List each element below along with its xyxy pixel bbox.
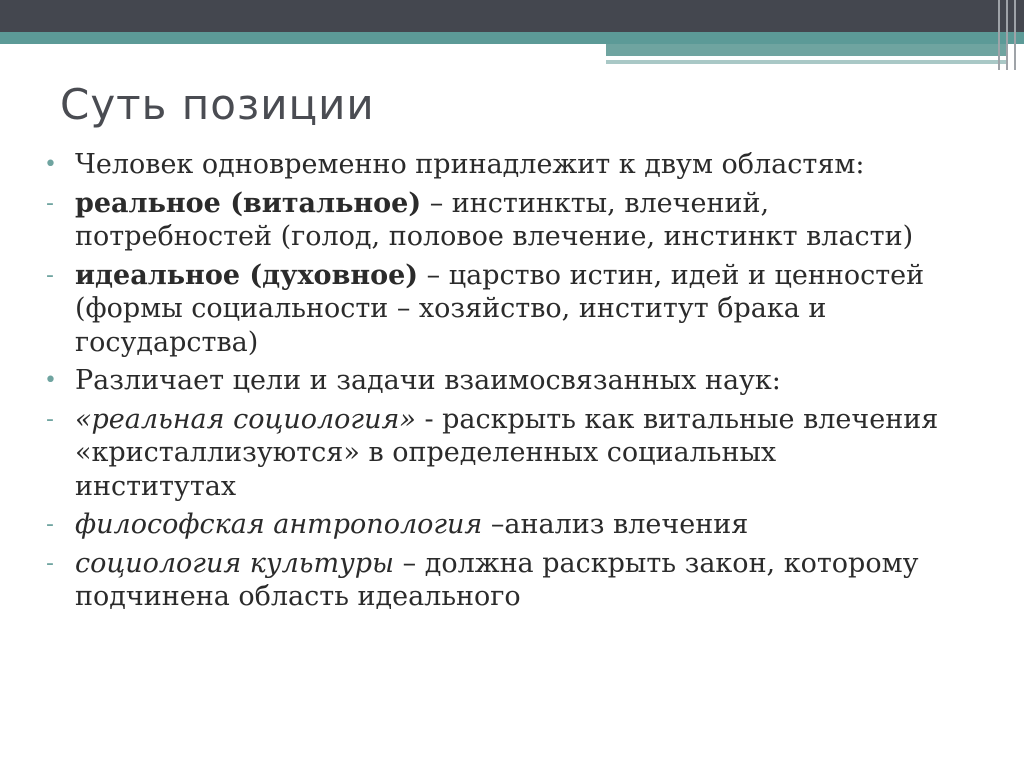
dash-marker: - [46, 406, 54, 432]
dash-marker: - [46, 512, 54, 537]
list-item [44, 547, 944, 614]
bullet-list [44, 148, 944, 619]
item-text: – инстинкты, влечений, потребностей (голод, половое влечение, инстинкт власти) [75, 187, 914, 252]
item-text: - раскрыть как витальные влечения «кристаллизуются» в определенных социальных институтах [75, 403, 939, 502]
header-vertical-stripe [1006, 0, 1008, 70]
item-text: Различает цели и задачи взаимосвязанных наук: [75, 365, 781, 396]
header-teal-band [0, 32, 1024, 44]
header-vertical-stripe [1014, 0, 1016, 70]
list-item [44, 187, 944, 254]
item-term: социология культуры [75, 547, 395, 579]
header-dark-band [0, 0, 1024, 32]
list-item [44, 364, 944, 398]
list-item [44, 508, 944, 542]
item-term: философская антропология [75, 509, 483, 540]
item-text: – должна раскрыть закон, которому подчинена область идеального [75, 547, 919, 612]
list-item [44, 259, 944, 360]
bullet-marker: • [44, 368, 57, 393]
header-accent-thin-line [606, 60, 1006, 64]
list-item [44, 148, 944, 182]
dash-marker: - [46, 190, 54, 216]
slide-title: Суть позиции [60, 80, 375, 129]
bullet-marker: • [44, 152, 57, 177]
item-term: реальное (витальное) [75, 187, 422, 219]
dash-marker: - [46, 550, 54, 576]
item-term: «реальная социология» [75, 403, 416, 435]
header-accent-line [606, 44, 1006, 56]
item-text: – царство истин, идей и ценностей (формы социальности – хозяйство, институт брака и государства) [75, 259, 925, 358]
item-text: –анализ влечения [482, 509, 749, 540]
item-term: идеальное (духовное) [75, 259, 419, 291]
item-text: Человек одновременно принадлежит к двум областям: [75, 149, 865, 180]
header-vertical-stripe [998, 0, 1000, 70]
dash-marker: - [46, 262, 54, 288]
list-item [44, 403, 944, 504]
